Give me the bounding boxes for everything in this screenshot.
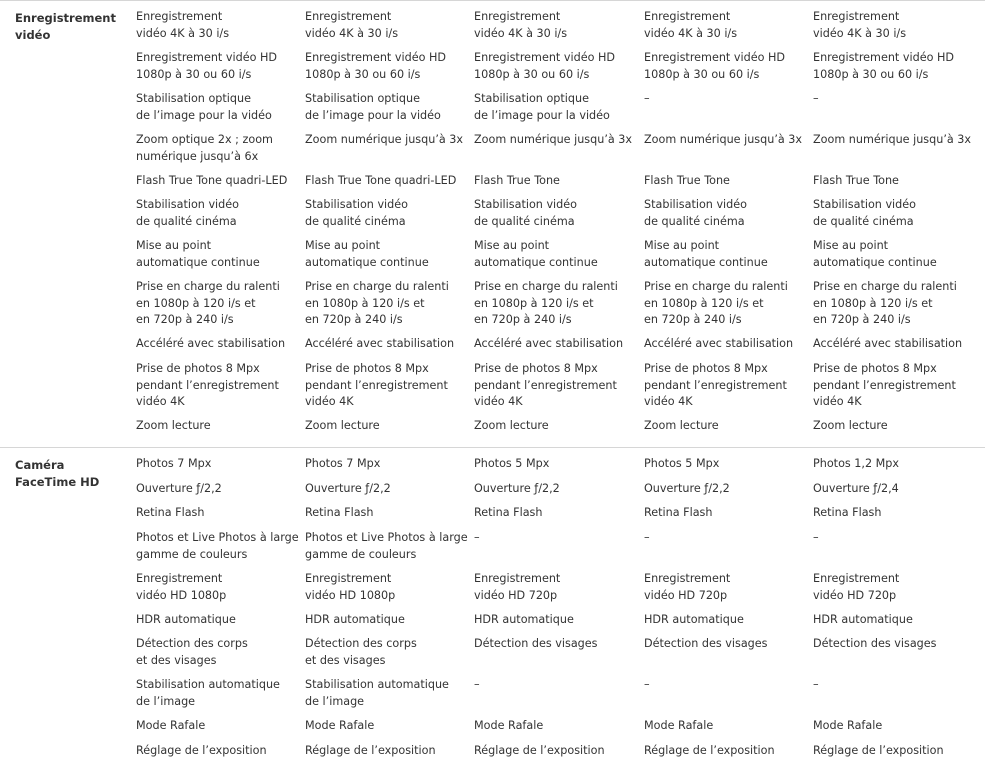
spec-cell: Stabilisation automatique de l’image [136, 678, 280, 708]
spec-cell: Détection des visages [813, 637, 937, 650]
spec-cell: – [474, 531, 480, 544]
spec-cell: Stabilisation optique de l’image pour la vidéo [474, 92, 610, 122]
spec-cell: Accéléré avec stabilisation [644, 337, 794, 350]
spec-cell: Détection des corps et des visages [305, 637, 417, 667]
spec-cell: HDR automatique [136, 613, 236, 626]
spec-cell: – [644, 92, 650, 105]
spec-cell: Prise en charge du ralenti en 1080p à 120 i/s et en 720p à 240 i/s [136, 280, 280, 326]
spec-cell: Mode Rafale [644, 719, 714, 732]
spec-cell: Accéléré avec stabilisation [305, 337, 455, 350]
spec-cell: Mise au point automatique continue [474, 239, 598, 269]
spec-cell: Ouverture ƒ/2,2 [474, 482, 560, 495]
spec-cell: Zoom lecture [305, 419, 380, 432]
spec-cell: Stabilisation optique de l’image pour la vidéo [136, 92, 272, 122]
spec-cell: Détection des visages [474, 637, 598, 650]
spec-cell: Ouverture ƒ/2,2 [136, 482, 222, 495]
spec-cell: Mise au point automatique continue [813, 239, 937, 269]
spec-cell: Retina Flash [813, 506, 882, 519]
spec-cell: Flash True Tone [644, 174, 730, 187]
spec-cell: Photos 5 Mpx [644, 457, 720, 470]
spec-cell: Réglage de l’exposition [305, 744, 436, 757]
spec-cell: Ouverture ƒ/2,4 [813, 482, 899, 495]
spec-cell: Photos 7 Mpx [305, 457, 381, 470]
spec-cell: Enregistrement vidéo 4K à 30 i/s [813, 10, 907, 40]
spec-cell: Enregistrement vidéo HD 720p [813, 572, 900, 602]
spec-cell: Réglage de l’exposition [813, 744, 944, 757]
spec-cell: Flash True Tone [474, 174, 560, 187]
spec-cell: Enregistrement vidéo HD 1080p [305, 572, 396, 602]
spec-cell: Mode Rafale [305, 719, 375, 732]
spec-cell: Photos 5 Mpx [474, 457, 550, 470]
spec-cell: Flash True Tone quadri-LED [136, 174, 288, 187]
spec-cell: – [813, 92, 819, 105]
spec-cell: Retina Flash [136, 506, 205, 519]
spec-cell: Mode Rafale [136, 719, 206, 732]
spec-cell: Enregistrement vidéo 4K à 30 i/s [644, 10, 738, 40]
spec-cell: Enregistrement vidéo HD 1080p à 30 ou 60 i/s [644, 51, 786, 81]
spec-cell: Stabilisation vidéo de qualité cinéma [136, 198, 239, 228]
spec-cell: – [813, 678, 819, 691]
spec-cell: Zoom lecture [644, 419, 719, 432]
spec-cell: Mise au point automatique continue [305, 239, 429, 269]
spec-cell: Enregistrement vidéo 4K à 30 i/s [474, 10, 568, 40]
spec-cell: – [813, 531, 819, 544]
spec-cell: Stabilisation vidéo de qualité cinéma [644, 198, 747, 228]
spec-cell: Prise en charge du ralenti en 1080p à 120 i/s et en 720p à 240 i/s [474, 280, 618, 326]
spec-cell: Zoom numérique jusqu’à 3x [644, 133, 803, 146]
spec-cell: Stabilisation vidéo de qualité cinéma [813, 198, 916, 228]
spec-cell: Enregistrement vidéo HD 1080p à 30 ou 60 i/s [305, 51, 447, 81]
spec-cell: Enregistrement vidéo HD 1080p à 30 ou 60 i/s [474, 51, 616, 81]
spec-cell: Prise en charge du ralenti en 1080p à 120 i/s et en 720p à 240 i/s [644, 280, 788, 326]
spec-cell: Zoom lecture [813, 419, 888, 432]
spec-cell: Accéléré avec stabilisation [474, 337, 624, 350]
spec-cell: – [644, 531, 650, 544]
spec-cell: Prise de photos 8 Mpx pendant l’enregistrement vidéo 4K [136, 362, 279, 408]
spec-cell: Zoom numérique jusqu’à 3x [305, 133, 464, 146]
spec-cell: Détection des visages [644, 637, 768, 650]
spec-cell: Photos 1,2 Mpx [813, 457, 900, 470]
spec-cell: Retina Flash [644, 506, 713, 519]
spec-cell: Enregistrement vidéo HD 720p [474, 572, 561, 602]
spec-cell: Enregistrement vidéo 4K à 30 i/s [136, 10, 230, 40]
spec-cell: Réglage de l’exposition [474, 744, 605, 757]
spec-cell: Zoom lecture [136, 419, 211, 432]
spec-cell: Zoom lecture [474, 419, 549, 432]
spec-cell: Mode Rafale [813, 719, 883, 732]
spec-cell: Prise de photos 8 Mpx pendant l’enregistrement vidéo 4K [813, 362, 956, 408]
spec-cell: Zoom optique 2x ; zoom numérique jusqu’à 6x [136, 133, 273, 163]
spec-cell: Prise en charge du ralenti en 1080p à 120 i/s et en 720p à 240 i/s [813, 280, 957, 326]
spec-cell: Photos et Live Photos à large gamme de couleurs [136, 531, 299, 561]
spec-cell: – [644, 678, 650, 691]
spec-cell: HDR automatique [813, 613, 913, 626]
spec-cell: Mise au point automatique continue [644, 239, 768, 269]
spec-cell: Stabilisation optique de l’image pour la vidéo [305, 92, 441, 122]
spec-cell: Mode Rafale [474, 719, 544, 732]
spec-cell: HDR automatique [474, 613, 574, 626]
spec-cell: Réglage de l’exposition [136, 744, 267, 757]
section-title: Enregistrement vidéo [15, 11, 116, 42]
spec-cell: – [474, 678, 480, 691]
spec-cell: Zoom numérique jusqu’à 3x [813, 133, 972, 146]
spec-cell: Zoom numérique jusqu’à 3x [474, 133, 633, 146]
spec-cell: Accéléré avec stabilisation [813, 337, 963, 350]
spec-cell: Retina Flash [474, 506, 543, 519]
spec-cell: Flash True Tone quadri-LED [305, 174, 457, 187]
spec-cell: Prise en charge du ralenti en 1080p à 120 i/s et en 720p à 240 i/s [305, 280, 449, 326]
section-title: Caméra FaceTime HD [15, 458, 100, 489]
spec-cell: Détection des corps et des visages [136, 637, 248, 667]
spec-cell: Stabilisation vidéo de qualité cinéma [474, 198, 577, 228]
spec-cell: Prise de photos 8 Mpx pendant l’enregistrement vidéo 4K [474, 362, 617, 408]
spec-cell: Enregistrement vidéo HD 1080p à 30 ou 60 i/s [813, 51, 955, 81]
spec-cell: Enregistrement vidéo HD 1080p [136, 572, 227, 602]
spec-cell: Mise au point automatique continue [136, 239, 260, 269]
spec-cell: Prise de photos 8 Mpx pendant l’enregistrement vidéo 4K [305, 362, 448, 408]
spec-cell: Photos et Live Photos à large gamme de couleurs [305, 531, 468, 561]
spec-cell: Stabilisation automatique de l’image [305, 678, 449, 708]
spec-cell: HDR automatique [644, 613, 744, 626]
spec-cell: Ouverture ƒ/2,2 [305, 482, 391, 495]
spec-cell: Flash True Tone [813, 174, 899, 187]
spec-cell: Enregistrement vidéo HD 720p [644, 572, 731, 602]
spec-cell: Stabilisation vidéo de qualité cinéma [305, 198, 408, 228]
spec-cell: Accéléré avec stabilisation [136, 337, 286, 350]
spec-cell: Enregistrement vidéo HD 1080p à 30 ou 60 i/s [136, 51, 278, 81]
spec-cell: HDR automatique [305, 613, 405, 626]
spec-cell: Prise de photos 8 Mpx pendant l’enregistrement vidéo 4K [644, 362, 787, 408]
spec-cell: Ouverture ƒ/2,2 [644, 482, 730, 495]
spec-cell: Réglage de l’exposition [644, 744, 775, 757]
spec-cell: Retina Flash [305, 506, 374, 519]
spec-cell: Enregistrement vidéo 4K à 30 i/s [305, 10, 399, 40]
spec-cell: Photos 7 Mpx [136, 457, 212, 470]
